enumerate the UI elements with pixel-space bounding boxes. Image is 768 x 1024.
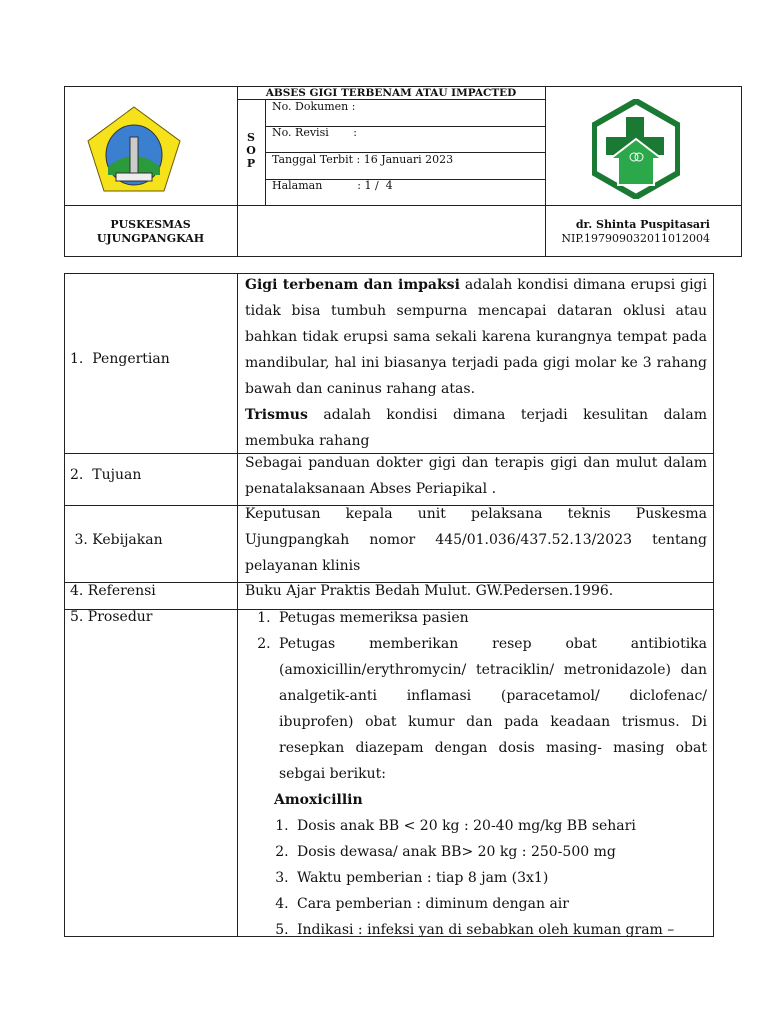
pengertian-text	[245, 272, 707, 454]
drug-item: 3. Waktu pemberian : tiap 8 jam (3x1)	[293, 865, 707, 891]
sop-letter: S	[247, 131, 255, 144]
no-dokumen: No. Dokumen :	[272, 100, 356, 113]
procedure-step: 2. Petugas memberikan resep obat antibiotika (amoxicillin/erythromycin/ tetraciklin/ metronidazole) dan analgetik-anti inflamasi (paracetamol/ diclofenac/ ibuprofen) obat kumur dan pada keadaan trismus. Di resepkan diazepam dengan dosis masing- masing obat sebgai berikut:	[275, 631, 707, 787]
prosedur-content	[245, 605, 707, 943]
term: Gigi terbenam dan impaksi	[245, 277, 460, 293]
halaman: Halaman : 1 / 4	[272, 179, 393, 192]
sop-letter: O	[246, 144, 256, 157]
label-tujuan: 2. Tujuan	[70, 467, 142, 483]
label-referensi: 4. Referensi	[70, 583, 156, 599]
drug-item: 5. Indikasi : infeksi yan di sebabkan oleh kuman gram –	[293, 917, 707, 943]
procedure-step: 1. Petugas memeriksa pasien	[275, 605, 707, 631]
definition: adalah kondisi dimana erupsi gigi tidak bisa tumbuh sempurna mencapai dataran oklusi atau bahkan tidak erupsi sama sekali karena kurangnya tempat pada mandibular, hal ini biasanya terjadi pada gigi molar ke 3 rahang bawah dan caninus rahang atas.	[245, 277, 707, 397]
document-title: ABSES GIGI TERBENAM ATAU IMPACTED	[265, 87, 517, 99]
sop-letter: P	[246, 157, 256, 170]
org-line: UJUNGPANGKAH	[96, 232, 205, 245]
signer-nip: NIP.197909032011012004	[561, 232, 710, 245]
logo-puskesmas	[592, 99, 680, 203]
drug-item: 1. Dosis anak BB < 20 kg : 20-40 mg/kg BB sehari	[293, 813, 707, 839]
label-prosedur: 5. Prosedur	[70, 609, 153, 625]
drug-name: Amoxicillin	[274, 792, 363, 808]
kebijakan-text: Keputusan kepala unit pelaksana teknis Puskesma Ujungpangkah nomor 445/01.036/437.52.13/2023 tentang pelayanan klinis	[245, 506, 707, 574]
drug-item: 4. Cara pemberian : diminum dengan air	[293, 891, 707, 917]
logo-gresik	[86, 105, 182, 197]
tanggal-terbit: Tanggal Terbit : 16 Januari 2023	[272, 153, 454, 166]
signer-name: dr. Shinta Puspitasari	[575, 218, 710, 231]
referensi-text: Buku Ajar Praktis Bedah Mulut. GW.Pedersen.1996.	[245, 583, 614, 599]
organization-name	[64, 218, 237, 246]
label-pengertian: 1. Pengertian	[70, 351, 170, 367]
definition: adalah kondisi dimana terjadi kesulitan dalam membuka rahang	[245, 407, 707, 449]
term: Trismus	[245, 407, 308, 423]
no-revisi: No. Revisi :	[272, 126, 357, 139]
label-kebijakan: 3. Kebijakan	[70, 532, 163, 548]
signer	[545, 218, 710, 246]
org-line: PUSKESMAS	[110, 218, 191, 231]
tujuan-text: Sebagai panduan dokter gigi dan terapis gigi dan mulut dalam penatalaksanaan Abses Periapikal .	[245, 455, 707, 497]
drug-item: 2. Dosis dewasa/ anak BB> 20 kg : 250-500 mg	[293, 839, 707, 865]
sop-label	[244, 131, 258, 170]
